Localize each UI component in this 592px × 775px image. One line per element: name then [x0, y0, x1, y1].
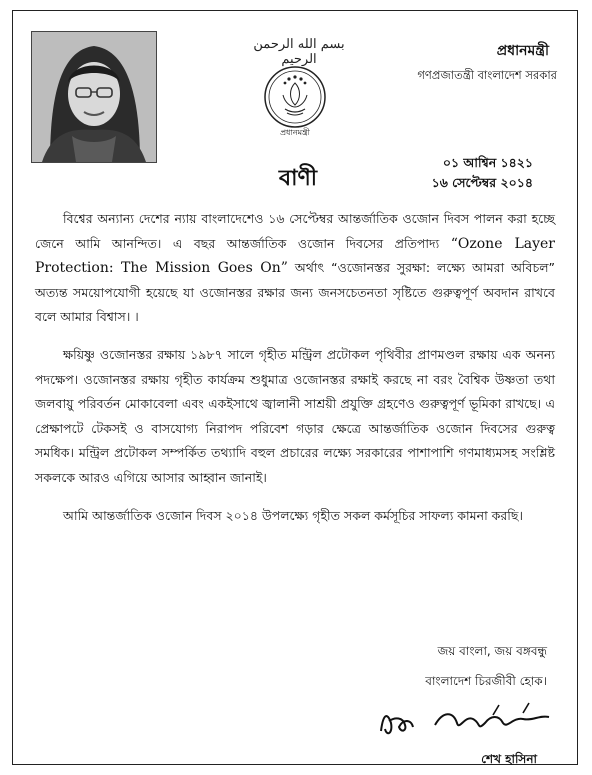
- paragraph-1: [35, 207, 555, 330]
- paragraph-2: ক্ষয়িষ্ণু ওজোনস্তর রক্ষায় ১৯৮৭ সালে গৃহীত মন্ট্রিল প্রটোকল পৃথিবীর প্রাণমণ্ডল রক্ষায় এক অনন্য পদক্ষেপ। ওজোনস্তর রক্ষায় গৃহীত কার্যক্রম শুধুমাত্র ওজোনস্তর রক্ষাই করছে না বরং বৈশ্বিক উষ্ণতা তথা জলবায়ু পরিবর্তন মোকাবেলা এবং একইসাথে জ্বালানী সাশ্রয়ী প্রযুক্তি গ্রহণেও গুরুত্বপূর্ণ ভূমিকা রাখছে। এ প্রেক্ষাপটে টেকসই ও বাসযোগ্য নিরাপদ পরিবেশ গড়ার ক্ষেত্রে আন্তর্জাতিক ওজোন দিবসের গুরুত্ব সমধিক। মন্ট্রিল প্রটোকল সম্পর্কিত তথ্যাদি বহুল প্রচারের লক্ষ্যে সরকারের পাশাপাশি গণমাধ্যমসহ সংশ্লিষ্ট সকলকে আরও এগিয়ে আসার আহ্বান জানাই।: [35, 346, 555, 485]
- signer-name: শেখ হাসিনা: [481, 752, 537, 766]
- seal-caption: প্রধানমন্ত্রী: [280, 128, 310, 137]
- closing-wish: বাংলাদেশ চিরজীবী হোক।: [425, 674, 547, 688]
- closing-slogan: জয় বাংলা, জয় বঙ্গবন্ধু: [437, 644, 547, 658]
- portrait-photo: [31, 31, 157, 163]
- office-subtitle: গণপ্রজাতন্ত্রী বাংলাদেশ সরকার: [417, 68, 557, 82]
- paragraph-1-part-2: অর্থাৎ “ওজোনস্তর সুরক্ষা: লক্ষ্যে আমরা অবিচল” অত্যন্ত সময়োপযোগী হয়েছে যা ওজোনস্তর রক্ষার জন্য জনসচেতনতা সৃষ্টিতে গুরুত্বপূর্ণ অবদান রাখবে বলে আমার বিশ্বাস। ।: [35, 260, 555, 325]
- office-title: প্রধানমন্ত্রী: [496, 43, 549, 59]
- date-gregorian: ১৬ সেপ্টেম্বর ২০১৪: [431, 175, 533, 190]
- message-heading: বাণী: [278, 166, 318, 191]
- theme-english: “Ozone Layer Protection: The Mission Goes On”: [35, 235, 555, 277]
- bismillah-calligraphy: بسم الله الرحمن الرحيم: [253, 37, 345, 67]
- paragraph-1-part-1: বিশ্বের অন্যান্য দেশের ন্যায় বাংলাদেশেও ১৬ সেপ্টেম্বর আন্তর্জাতিক ওজোন দিবস পালন করা হচ্ছে জেনে আমি আনন্দিত। এ বছর আন্তর্জাতিক ওজোন দিবসের প্রতিপাদ্য: [35, 211, 555, 251]
- message-body: [35, 207, 555, 541]
- handwritten-signature: [373, 701, 563, 745]
- message-frame: [12, 10, 578, 765]
- portrait-image: [32, 32, 156, 162]
- date-bangla: ০১ আশ্বিন ১৪২১: [442, 155, 533, 170]
- paragraph-3: আমি আন্তর্জাতিক ওজোন দিবস ২০১৪ উপলক্ষ্যে গৃহীত সকল কর্মসূচির সাফল্য কামনা করছি।: [63, 507, 523, 523]
